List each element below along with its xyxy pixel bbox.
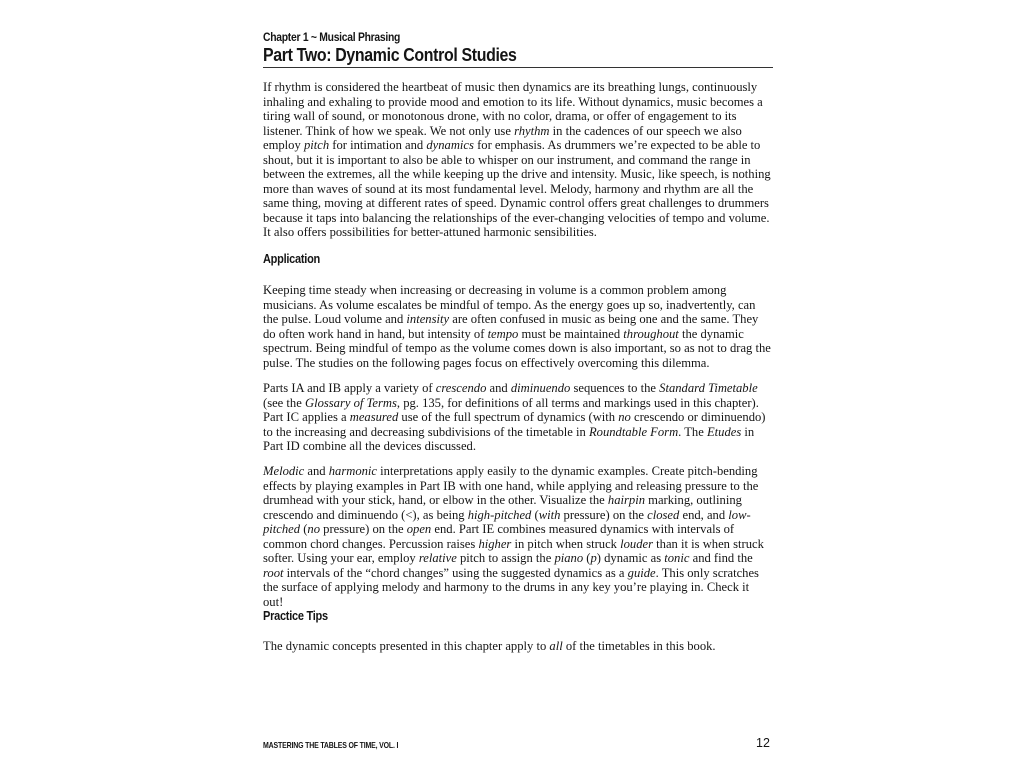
footer-book-title: MASTERING THE TABLES OF TIME, VOL. I [263, 740, 399, 750]
practice-tips-heading: Practice Tips [263, 609, 328, 623]
page-number: 12 [756, 736, 770, 750]
chapter-label: Chapter 1 ~ Musical Phrasing [263, 32, 401, 44]
application-heading: Application [263, 252, 320, 266]
application-paragraph-2: Parts IA and IB apply a variety of crescendo and diminuendo sequences to the Standard Timetable (see the Glossary of Terms, pg. 135, for definitions of all terms and markings used in this chapter). Part IC applies a measured use of the full spectrum of dynamics (with no crescendo or diminuendo) to the increasing and decreasing subdivisions of the timetable in Roundtable Form. The Etudes in Part ID combine all the devices discussed. [263, 381, 766, 454]
intro-paragraph: If rhythm is considered the heartbeat of music then dynamics are its breathing lungs, continuously inhaling and exhaling to provide mood and emotion to its life. Without dynamics, music becomes a tiring wall of sound, or monotonous drone, with no color, drama, or offer of engagement to its listener. Think of how we speak. We not only use rhythm in the cadences of our speech we also employ pitch for intimation and dynamics for emphasis. As drummers we’re expected to be able to shout, but it is important to also be able to whisper on our instrument, and command the range in between the extremes, all the while keeping up the drive and intensity. Music, like speech, is nothing more than waves of sound at its most fundamental level. Melody, harmony and rhythm are all the same thing, moving at different rates of speed. Dynamic control offers great challenges to drummers because it taps into balancing the relationships of the ever-changing velocities of tempo and volume. It also offers possibilities for better-attuned harmonic sensibilities. [263, 80, 771, 240]
application-paragraph-3: Melodic and harmonic interpretations apply easily to the dynamic examples. Create pitch-bending effects by playing examples in Part IB with one hand, while applying and releasing pressure to the drumhead with your stick, hand, or elbow in the other. Visualize the hairpin marking, outlining crescendo and diminuendo (<), as being high-pitched (with pressure) on the closed end, and low-pitched (no pressure) on the open end. Part IE combines measured dynamics with intervals of common chord changes. Percussion raises higher in pitch when struck louder than it is when struck softer. Using your ear, employ relative pitch to assign the piano (p) dynamic as tonic and find the root intervals of the “chord changes” using the suggested dynamics as a guide. This only scratches the surface of applying melody and harmony to the drums in any key you’re playing in. Check it out! [263, 464, 764, 609]
application-paragraph-1: Keeping time steady when increasing or decreasing in volume is a common problem among musicians. As volume escalates be mindful of tempo. As the energy goes up so, inadvertently, can the pulse. Loud volume and intensity are often confused in music as being one and the same. They do often work hand in hand, but intensity of tempo must be maintained throughout the dynamic spectrum. Being mindful of tempo as the volume comes down is also important, so as not to drag the pulse. The studies on the following pages focus on effectively overcoming this dilemma. [263, 283, 771, 370]
page-title: Part Two: Dynamic Control Studies [263, 44, 517, 65]
practice-tips-paragraph: The dynamic concepts presented in this chapter apply to all of the timetables in this book. [263, 639, 716, 653]
title-rule [263, 67, 773, 68]
